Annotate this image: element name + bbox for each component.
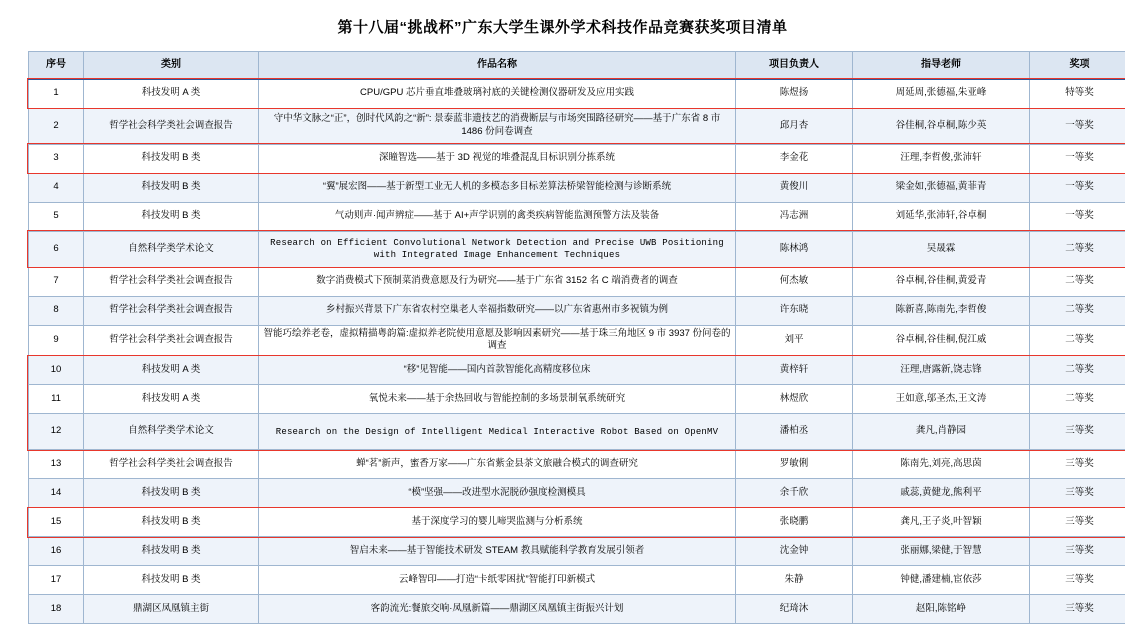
table-header: [29, 52, 1125, 80]
cell-project-name: Research on the Design of Intelligent Medical Interactive Robot Based on OpenMV: [259, 414, 736, 450]
cell-project-name: 基于深度学习的婴儿啼哭监测与分析系统: [259, 508, 736, 537]
cell-prize: 三等奖: [1030, 450, 1125, 479]
table-row: [29, 173, 1125, 202]
cell-seq: 16: [29, 537, 84, 566]
cell-prize: 二等奖: [1030, 231, 1125, 267]
column-header-teacher: 指导老师: [853, 52, 1030, 80]
cell-seq: 7: [29, 267, 84, 296]
cell-project-name: “移”见智能——国内首款智能化高精度移位床: [259, 356, 736, 385]
cell-category: 哲学社会科学类社会调查报告: [84, 267, 259, 296]
table-row: [29, 267, 1125, 296]
award-table-wrapper: [28, 51, 1097, 624]
cell-leader: 黄梓轩: [736, 356, 853, 385]
table-row: [29, 508, 1125, 537]
cell-seq: 17: [29, 566, 84, 595]
cell-seq: 1: [29, 79, 84, 108]
table-row: [29, 414, 1125, 450]
cell-leader: 李金花: [736, 144, 853, 173]
table-row: [29, 108, 1125, 144]
cell-project-name: 守中华文脉之“正”，创时代风韵之“新”: 景泰蓝非遗技艺的消费断层与市场突围路径研究——基于广东省 8 市 1486 份问卷调查: [259, 108, 736, 144]
cell-leader: 沈金钟: [736, 537, 853, 566]
cell-project-name: “翼”展宏图——基于新型工业无人机的多模态多目标差算法桥梁智能检测与诊断系统: [259, 173, 736, 202]
cell-category: 科技发明 B 类: [84, 144, 259, 173]
cell-teacher: 赵阳,陈铭峥: [853, 595, 1030, 624]
cell-category: 科技发明 B 类: [84, 479, 259, 508]
cell-prize: 一等奖: [1030, 202, 1125, 231]
cell-project-name: 氧悦未来——基于余热回收与智能控制的多场景制氧系统研究: [259, 385, 736, 414]
table-row: [29, 231, 1125, 267]
cell-seq: 6: [29, 231, 84, 267]
cell-teacher: 张丽娜,梁健,于智慧: [853, 537, 1030, 566]
cell-prize: 三等奖: [1030, 595, 1125, 624]
cell-leader: 冯志洲: [736, 202, 853, 231]
cell-leader: 何杰敏: [736, 267, 853, 296]
cell-leader: 朱静: [736, 566, 853, 595]
cell-teacher: 龚凡,王子炎,叶智颖: [853, 508, 1030, 537]
cell-project-name: 乡村振兴背景下广东省农村空巢老人幸福指数研究——以广东省惠州市多祝镇为例: [259, 296, 736, 325]
cell-teacher: 龚凡,肖静园: [853, 414, 1030, 450]
cell-leader: 张晓鹏: [736, 508, 853, 537]
cell-leader: 林煜欣: [736, 385, 853, 414]
cell-prize: 一等奖: [1030, 108, 1125, 144]
cell-seq: 10: [29, 356, 84, 385]
cell-teacher: 谷卓桐,谷佳桐,黄爱青: [853, 267, 1030, 296]
column-header-prize: 奖项: [1030, 52, 1125, 80]
cell-seq: 4: [29, 173, 84, 202]
cell-project-name: 智能巧绘养老卷，虚拟精描粤韵篇:虚拟养老院使用意愿及影响因素研究——基于珠三角地区 9 市 3937 份问卷的调查: [259, 325, 736, 356]
column-header-project-name: 作品名称: [259, 52, 736, 80]
cell-project-name: 蝉“茗”新声，蜜香万家——广东省紫金县茶文旅融合模式的调查研究: [259, 450, 736, 479]
cell-category: 自然科学类学术论文: [84, 231, 259, 267]
cell-teacher: 吴晟霖: [853, 231, 1030, 267]
cell-teacher: 陈新喜,陈南先,李哲俊: [853, 296, 1030, 325]
cell-project-name: Research on Efficient Convolutional Network Detection and Precise UWB Positioning with Integrated Image Enhancement Techniques: [259, 231, 736, 267]
cell-project-name: 数字消费模式下预制菜消费意愿及行为研究——基于广东省 3152 名 C 端消费者的调查: [259, 267, 736, 296]
cell-category: 哲学社会科学类社会调查报告: [84, 108, 259, 144]
table-row: [29, 325, 1125, 356]
cell-leader: 陈煜扬: [736, 79, 853, 108]
cell-category: 科技发明 A 类: [84, 79, 259, 108]
cell-leader: 许东晓: [736, 296, 853, 325]
cell-category: 科技发明 A 类: [84, 385, 259, 414]
cell-teacher: 刘延华,张沛轩,谷卓桐: [853, 202, 1030, 231]
cell-project-name: 深瞳智选——基于 3D 视觉的堆叠混乱目标识别分拣系统: [259, 144, 736, 173]
cell-category: 哲学社会科学类社会调查报告: [84, 325, 259, 356]
cell-prize: 一等奖: [1030, 144, 1125, 173]
cell-prize: 二等奖: [1030, 356, 1125, 385]
cell-category: 自然科学类学术论文: [84, 414, 259, 450]
table-row: [29, 296, 1125, 325]
cell-teacher: 汪理,李哲俊,张沛轩: [853, 144, 1030, 173]
cell-prize: 三等奖: [1030, 566, 1125, 595]
cell-teacher: 王如意,邬圣杰,王文涛: [853, 385, 1030, 414]
cell-project-name: 气动则声·闻声辨症——基于 AI+声学识别的禽类疾病智能监测预警方法及装备: [259, 202, 736, 231]
cell-prize: 二等奖: [1030, 267, 1125, 296]
cell-seq: 3: [29, 144, 84, 173]
cell-seq: 2: [29, 108, 84, 144]
cell-category: 哲学社会科学类社会调查报告: [84, 450, 259, 479]
cell-category: 科技发明 B 类: [84, 508, 259, 537]
cell-prize: 二等奖: [1030, 385, 1125, 414]
cell-project-name: 智启未来——基于智能技术研发 STEAM 教具赋能科学教育发展引领者: [259, 537, 736, 566]
cell-category: 哲学社会科学类社会调查报告: [84, 296, 259, 325]
cell-prize: 三等奖: [1030, 414, 1125, 450]
cell-seq: 8: [29, 296, 84, 325]
table-row: [29, 566, 1125, 595]
cell-category: 科技发明 B 类: [84, 537, 259, 566]
cell-category: 科技发明 B 类: [84, 173, 259, 202]
cell-teacher: 戚蕊,黄健龙,熊利平: [853, 479, 1030, 508]
cell-teacher: 梁金如,张德福,黄菲青: [853, 173, 1030, 202]
cell-seq: 18: [29, 595, 84, 624]
column-header-seq: 序号: [29, 52, 84, 80]
cell-teacher: 周延周,张德福,朱亚峰: [853, 79, 1030, 108]
cell-leader: 余千欣: [736, 479, 853, 508]
table-row: [29, 537, 1125, 566]
table-row: [29, 144, 1125, 173]
cell-category: 鼎湖区凤凰镇主街: [84, 595, 259, 624]
cell-leader: 黄俊川: [736, 173, 853, 202]
cell-category: 科技发明 B 类: [84, 202, 259, 231]
cell-prize: 三等奖: [1030, 479, 1125, 508]
cell-prize: 三等奖: [1030, 508, 1125, 537]
cell-category: 科技发明 B 类: [84, 566, 259, 595]
cell-teacher: 钟健,潘建楠,宦依莎: [853, 566, 1030, 595]
cell-prize: 二等奖: [1030, 325, 1125, 356]
cell-leader: 邱月杏: [736, 108, 853, 144]
cell-leader: 刘平: [736, 325, 853, 356]
page-title: 第十八届“挑战杯”广东大学生课外学术科技作品竞赛获奖项目清单: [337, 19, 788, 36]
cell-seq: 5: [29, 202, 84, 231]
cell-project-name: CPU/GPU 芯片垂直堆叠玻璃衬底的关键检测仪器研发及应用实践: [259, 79, 736, 108]
table-row: [29, 479, 1125, 508]
cell-project-name: 客韵流光:餐旅交响·凤凰新篇——鼎湖区凤凰镇主街振兴计划: [259, 595, 736, 624]
cell-prize: 二等奖: [1030, 296, 1125, 325]
cell-teacher: 谷佳桐,谷卓桐,陈少英: [853, 108, 1030, 144]
cell-teacher: 汪理,唐露新,饶志锋: [853, 356, 1030, 385]
cell-seq: 13: [29, 450, 84, 479]
cell-seq: 12: [29, 414, 84, 450]
cell-prize: 特等奖: [1030, 79, 1125, 108]
table-row: [29, 356, 1125, 385]
table-row: [29, 385, 1125, 414]
cell-seq: 15: [29, 508, 84, 537]
cell-seq: 11: [29, 385, 84, 414]
cell-leader: 潘柏丞: [736, 414, 853, 450]
cell-seq: 9: [29, 325, 84, 356]
table-row: [29, 79, 1125, 108]
cell-prize: 一等奖: [1030, 173, 1125, 202]
table-row: [29, 450, 1125, 479]
award-table: [28, 51, 1125, 624]
cell-teacher: 陈南先,刘亮,高思茵: [853, 450, 1030, 479]
cell-leader: 罗敏俐: [736, 450, 853, 479]
cell-project-name: 云峰智印——打造“卡纸零困扰”智能打印新模式: [259, 566, 736, 595]
cell-teacher: 谷卓桐,谷佳桐,倪江威: [853, 325, 1030, 356]
cell-project-name: “模”坚强——改进型水泥脱砂强度检测模具: [259, 479, 736, 508]
cell-prize: 三等奖: [1030, 537, 1125, 566]
column-header-leader: 项目负责人: [736, 52, 853, 80]
cell-seq: 14: [29, 479, 84, 508]
table-row: [29, 595, 1125, 624]
table-body: [29, 79, 1125, 624]
cell-leader: 纪琦沐: [736, 595, 853, 624]
table-row: [29, 202, 1125, 231]
cell-category: 科技发明 A 类: [84, 356, 259, 385]
cell-leader: 陈林鸿: [736, 231, 853, 267]
column-header-category: 类别: [84, 52, 259, 80]
